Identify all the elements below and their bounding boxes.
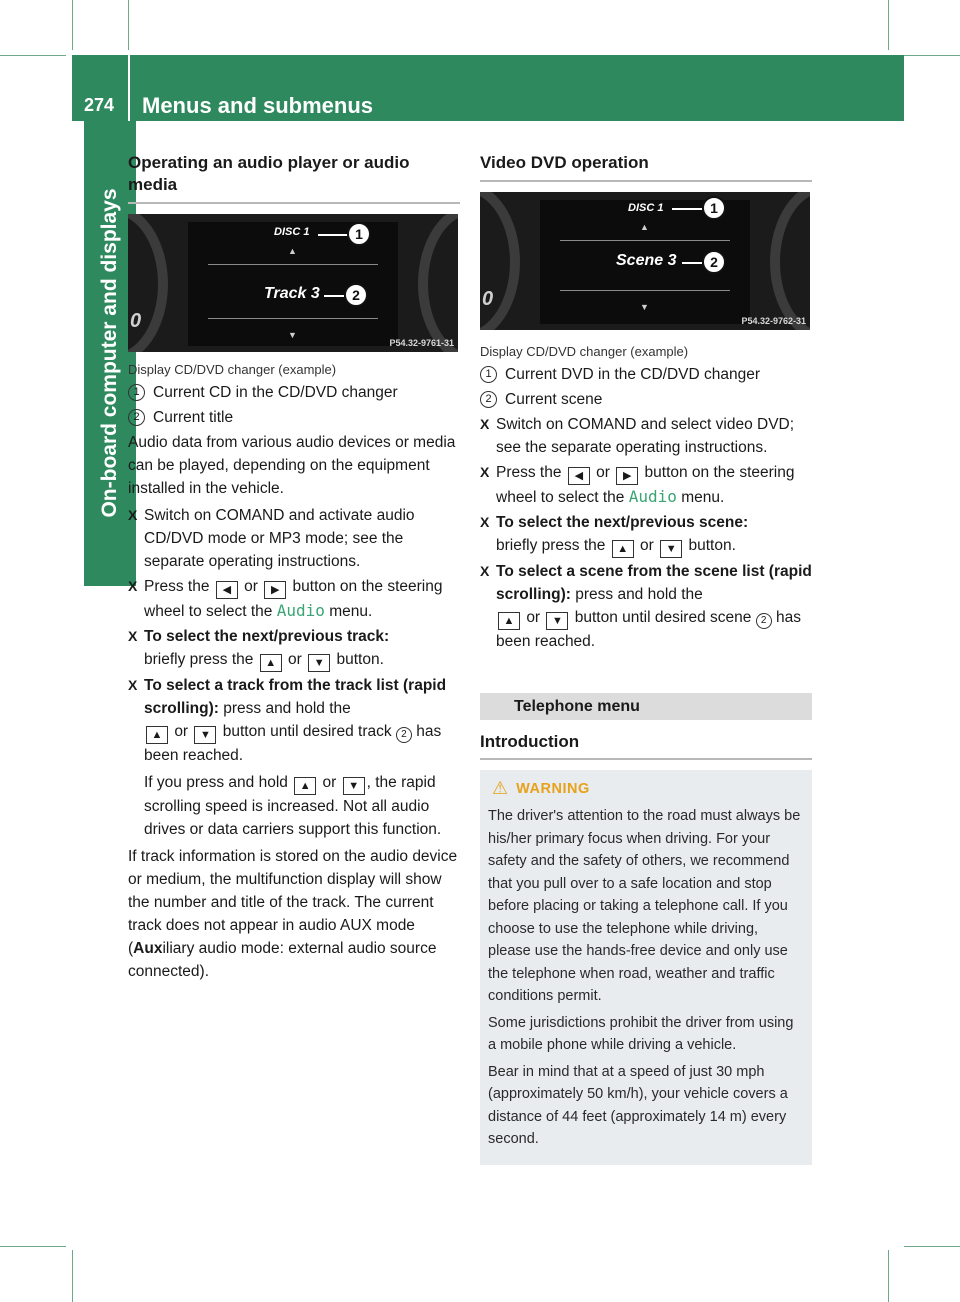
display-track-label: Track 3: [264, 285, 320, 302]
arrow-down-icon: ▼: [288, 330, 297, 340]
display-divider: [560, 240, 730, 241]
step-text: briefly press the: [496, 537, 606, 554]
step-text: has been reached.: [496, 609, 802, 650]
instruction-step: [480, 511, 812, 558]
down-button-icon: ▼: [546, 612, 568, 630]
note-text: or: [322, 774, 337, 791]
callout-leader: [682, 262, 702, 264]
display-disc-label: DISC 1: [274, 226, 310, 238]
note-text: , the rapid scrolling speed is increased. Not all audio drives or data carriers support this function.: [144, 774, 442, 838]
legend-text: Current DVD in the CD/DVD changer: [505, 366, 760, 383]
legend-text: Current title: [153, 409, 234, 426]
crop-mark: [904, 1246, 960, 1247]
introduction-heading: Introduction: [480, 732, 812, 760]
step-text: button until desired track: [222, 723, 392, 740]
instruction-step: [128, 674, 460, 767]
menu-name: Audio: [628, 487, 677, 506]
left-button-icon: ◀: [568, 467, 590, 485]
step-marker-icon: X: [128, 628, 138, 644]
callout-2: 2: [702, 250, 726, 274]
crop-mark: [72, 1250, 73, 1302]
image-code: P54.32-9761-31: [389, 338, 454, 348]
cluster-display-image: [128, 214, 458, 352]
header-separator: [128, 55, 130, 121]
legend-item: [128, 381, 460, 404]
paragraph: Audio data from various audio devices or media can be played, depending on the equipment installed in the vehicle.: [128, 434, 456, 497]
legend-number: 1: [128, 384, 145, 401]
instruction-step: [480, 560, 812, 653]
step-text: button on the steering wheel to select the: [144, 578, 443, 620]
note-text: If you press and hold: [144, 774, 288, 791]
display-track-label: Scene 3: [616, 252, 677, 269]
instruction-step: [480, 413, 812, 459]
down-button-icon: ▼: [660, 540, 682, 558]
instruction-step: [480, 461, 812, 509]
gauge-right: [418, 214, 458, 352]
right-button-icon: ▶: [264, 581, 286, 599]
page-header: [72, 55, 904, 121]
crop-mark: [128, 0, 129, 50]
instruction-step: [128, 504, 460, 573]
arrow-down-icon: ▼: [640, 302, 649, 312]
display-disc-label: DISC 1: [628, 202, 664, 214]
arrow-up-icon: ▲: [640, 222, 649, 232]
outro-bold: Aux: [133, 940, 163, 957]
gauge-number: 0: [482, 288, 494, 310]
down-button-icon: ▼: [194, 726, 216, 744]
crop-mark: [0, 55, 66, 56]
up-button-icon: ▲: [498, 612, 520, 630]
step-text: or: [526, 609, 541, 626]
step-text: or: [174, 723, 189, 740]
crop-mark: [888, 1250, 889, 1302]
step-text: or: [596, 464, 610, 481]
section-heading-video: Video DVD operation: [480, 152, 812, 182]
legend-item: [480, 388, 812, 411]
callout-2: 2: [344, 283, 368, 307]
running-title: Menus and submenus: [142, 93, 374, 118]
up-button-icon: ▲: [146, 726, 168, 744]
step-marker-icon: X: [128, 507, 138, 523]
step-text: or: [244, 578, 258, 595]
step-text: or: [640, 537, 654, 554]
legend-item: [128, 406, 460, 429]
paragraph: [128, 845, 460, 983]
display-divider: [208, 318, 378, 319]
step-bold: To select the next/previous track:: [144, 628, 390, 645]
crop-mark: [72, 0, 73, 50]
callout-leader: [672, 208, 702, 210]
step-text: has been reached.: [144, 723, 442, 764]
right-column: [480, 152, 812, 1165]
crop-mark: [888, 0, 889, 50]
step-text: Switch on COMAND and select video DVD; see the separate operating instructions.: [496, 416, 795, 456]
arrow-up-icon: ▲: [288, 246, 297, 256]
step-text: press and hold the: [223, 700, 351, 717]
step-text: button on the steering wheel to select the: [496, 464, 795, 506]
legend-text: Current CD in the CD/DVD changer: [153, 384, 398, 401]
gauge-right: [770, 192, 810, 330]
step-marker-icon: X: [128, 677, 138, 693]
left-button-icon: ◀: [216, 581, 238, 599]
down-button-icon: ▼: [343, 777, 365, 795]
up-button-icon: ▲: [612, 540, 634, 558]
callout-leader: [318, 234, 348, 236]
section-heading-audio: Operating an audio player or audio media: [128, 152, 460, 204]
step-marker-icon: X: [480, 563, 490, 579]
step-text: Press the: [144, 578, 210, 595]
down-button-icon: ▼: [308, 654, 330, 672]
warning-paragraph: Some jurisdictions prohibit the driver from using a mobile phone while driving a vehicle.: [488, 1014, 794, 1053]
legend-number: 2: [480, 391, 497, 408]
step-note: [128, 771, 460, 841]
warning-box: [480, 770, 812, 1165]
cluster-display-image: [480, 192, 810, 330]
outro-text: If track information is stored on the audio device or medium, the multifunction display will show the number and title of the track. The current track does not appear in audio AUX mode (: [128, 848, 458, 957]
step-marker-icon: X: [480, 514, 490, 530]
callout-1: 1: [702, 196, 726, 220]
display-divider: [560, 290, 730, 291]
step-text: menu.: [329, 603, 373, 620]
callout-leader: [324, 295, 344, 297]
step-text: button.: [688, 537, 736, 554]
menu-name: Audio: [276, 601, 325, 620]
crop-mark: [0, 1246, 66, 1247]
warning-triangle-icon: ⚠: [492, 778, 509, 798]
inline-number: 2: [756, 613, 772, 629]
up-button-icon: ▲: [260, 654, 282, 672]
step-marker-icon: X: [480, 416, 490, 432]
step-marker-icon: X: [128, 578, 138, 594]
gauge-number: 0: [130, 310, 142, 332]
side-tab-label: On-board computer and displays: [98, 188, 121, 518]
page-number: 274: [84, 95, 115, 115]
crop-mark: [904, 55, 960, 56]
callout-1: 1: [347, 222, 371, 246]
image-code: P54.32-9762-31: [741, 316, 806, 326]
warning-paragraph: The driver's attention to the road must always be his/her primary focus when driving. For your safety and the safety of others, we recommend that you pull over to a safe location and stop before placing or taking a telephone call. If you choose to use the telephone while driving, please use the hands-free device and only use the telephone when road, weather and traffic conditions permit.: [488, 808, 801, 1004]
legend-number: 1: [480, 366, 497, 383]
figure-caption: Display CD/DVD changer (example): [480, 344, 689, 359]
step-text: button until desired scene: [574, 609, 752, 626]
display-divider: [208, 264, 378, 265]
step-text: menu.: [681, 489, 725, 506]
figure-caption: Display CD/DVD changer (example): [128, 362, 337, 377]
warning-paragraph: Bear in mind that at a speed of just 30 mph (approximately 50 km/h), your vehicle covers a distance of 44 feet (approximately 14 m) every second.: [488, 1063, 788, 1147]
step-bold: To select a track from the track list (rapid scrolling):: [144, 677, 447, 717]
step-bold: To select the next/previous scene:: [496, 514, 749, 531]
step-text: press and hold the: [575, 586, 703, 603]
warning-title: WARNING: [516, 780, 590, 797]
right-button-icon: ▶: [616, 467, 638, 485]
instruction-step: [128, 625, 460, 672]
step-text: Switch on COMAND and activate audio CD/DVD mode or MP3 mode; see the separate operating instructions.: [144, 507, 415, 570]
step-text: Press the: [496, 464, 562, 481]
outro-text: iliary audio mode: external audio source connected).: [128, 940, 437, 980]
left-column: [128, 152, 460, 987]
instruction-step: [128, 575, 460, 623]
step-text: or: [288, 651, 302, 668]
step-text: briefly press the: [144, 651, 254, 668]
step-marker-icon: X: [480, 464, 490, 480]
step-bold: To select a scene from the scene list (rapid scrolling):: [496, 563, 812, 603]
telephone-menu-heading: Telephone menu: [480, 693, 812, 720]
up-button-icon: ▲: [294, 777, 316, 795]
step-text: button.: [336, 651, 384, 668]
legend-number: 2: [128, 409, 145, 426]
inline-number: 2: [396, 727, 412, 743]
legend-item: [480, 363, 812, 386]
legend-text: Current scene: [505, 391, 603, 408]
